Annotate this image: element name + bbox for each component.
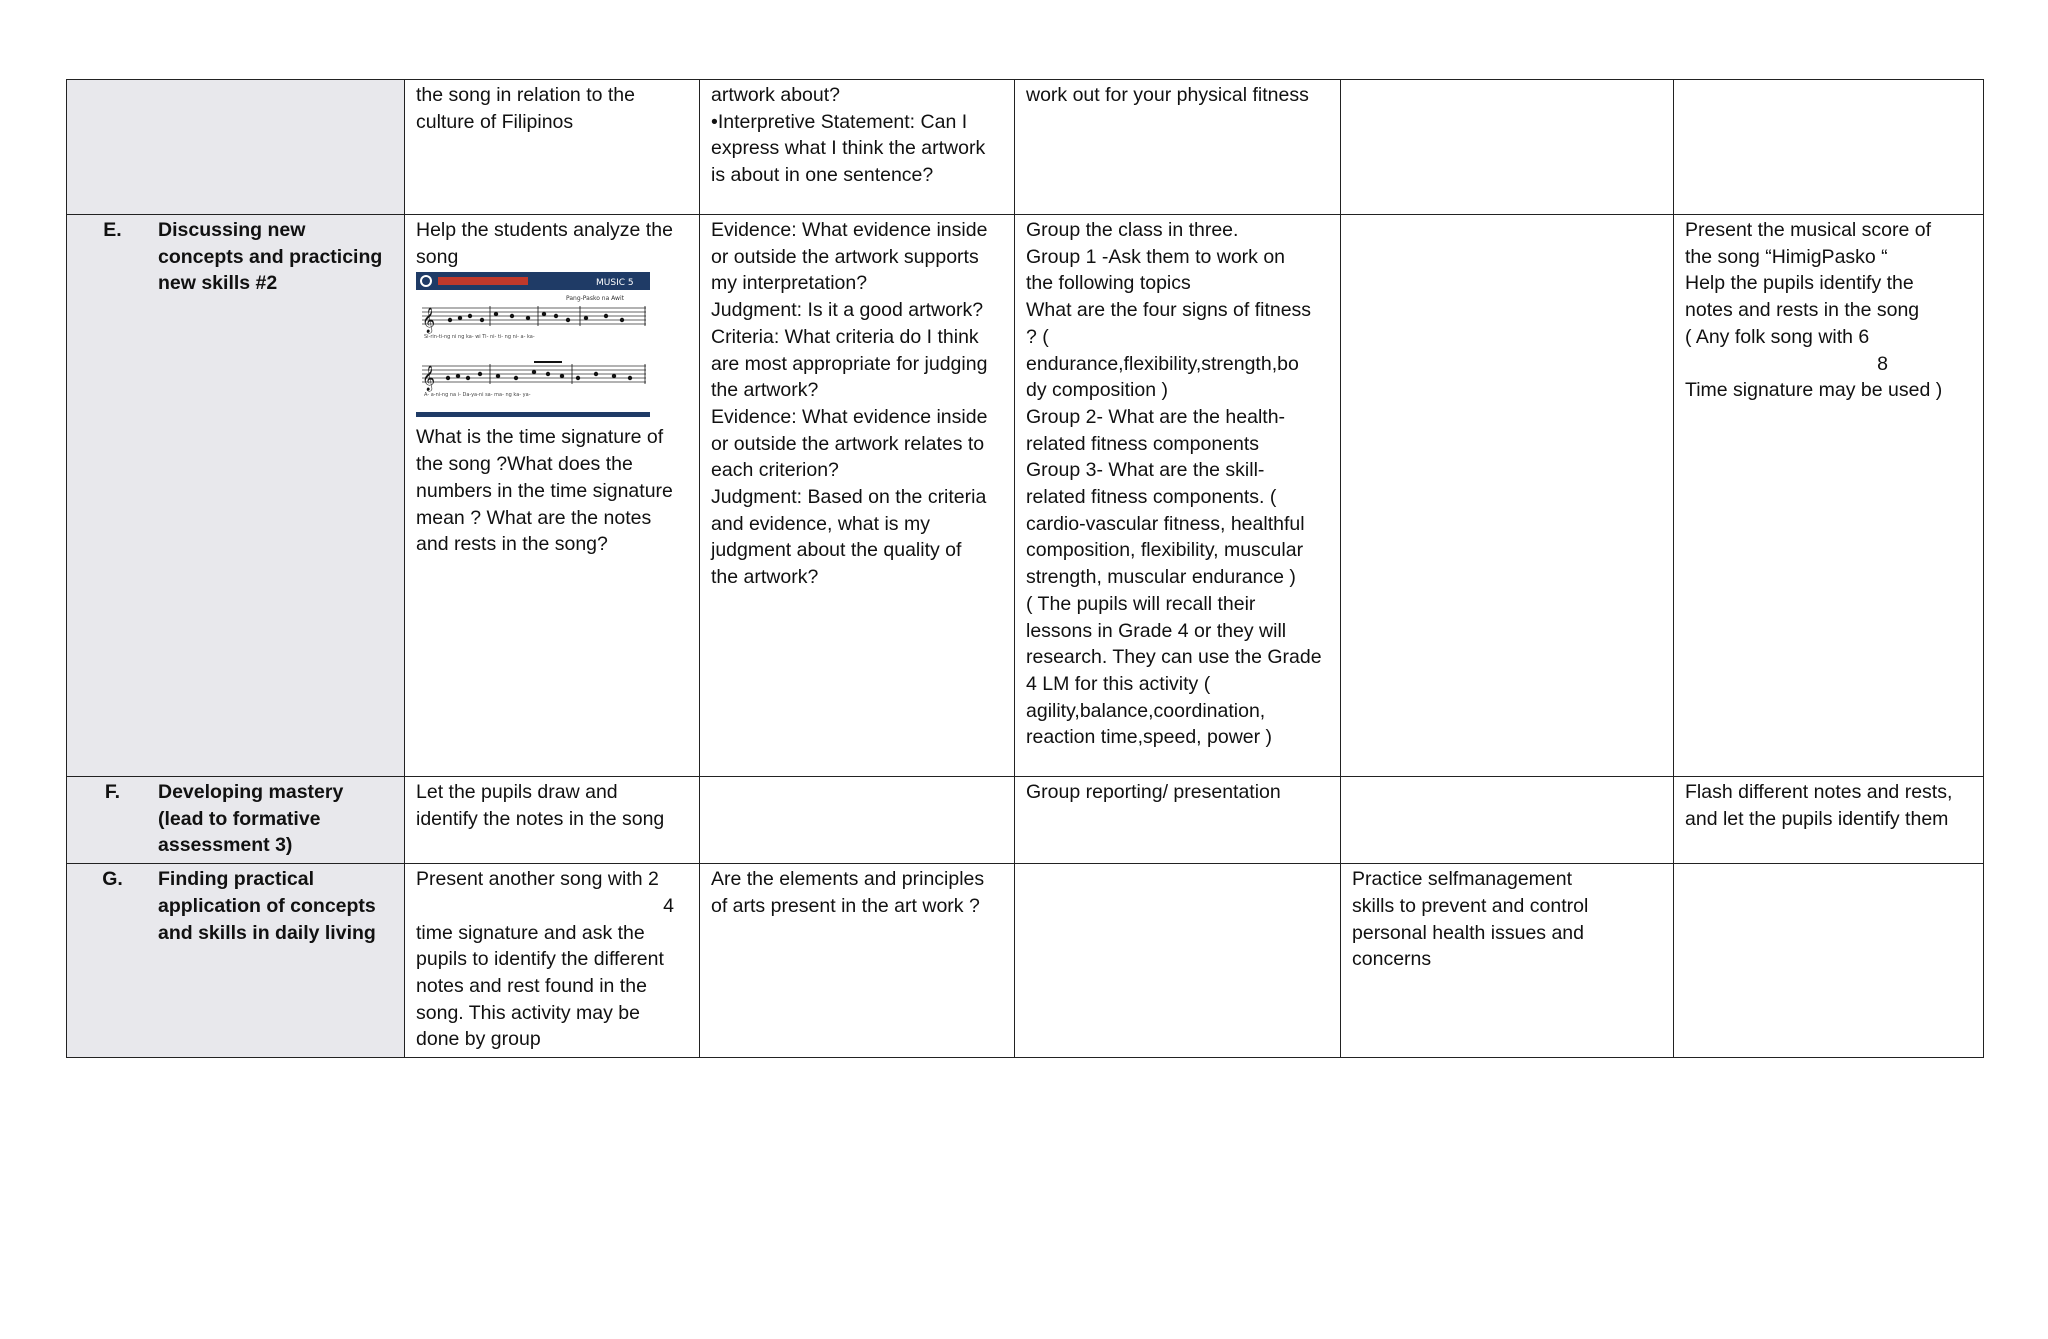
text-line: Criteria: What criteria do I think: [711, 325, 979, 348]
text-line: strength, muscular endurance ): [1026, 566, 1296, 589]
text-line: Time signature may be used ): [1685, 379, 1943, 402]
text-line: the song “HimigPasko “: [1685, 245, 1888, 268]
cell: [1674, 777, 1984, 864]
text-line: pupils to identify the different: [416, 948, 664, 971]
cell: [1015, 80, 1341, 215]
text-line: related fitness components. (: [1026, 486, 1277, 509]
cell: [1341, 215, 1674, 777]
cell: [700, 80, 1015, 215]
cell: [1674, 864, 1984, 1058]
text-line: my interpretation?: [711, 272, 868, 295]
text-line: numbers in the time signature: [416, 479, 673, 502]
text-line: is about in one sentence?: [711, 164, 934, 187]
text-line: personal health issues and: [1352, 921, 1584, 944]
row-label-cell: [67, 864, 405, 1058]
score-caption: Pang-Pasko na Awit: [566, 295, 624, 303]
svg-text:A- a-ni-ng na i- Da-ya: A- a-ni-ng na i- Da-ya-ni sa- ma- ng ka- ya-: [424, 392, 531, 399]
text-line: or outside the artwork relates to: [711, 432, 985, 455]
text-line: skills to prevent and control: [1352, 894, 1589, 917]
text-line: the song in relation to the: [416, 84, 635, 106]
text-line: Let the pupils draw and: [416, 781, 618, 803]
text-line: work out for your physical fitness: [1026, 84, 1309, 106]
text-line: Group the class in three.: [1026, 219, 1239, 241]
lesson-plan-table: [66, 79, 1984, 1058]
text-line: related fitness components: [1026, 432, 1260, 455]
table-row: [67, 777, 1984, 864]
text-line: mean ? What are the notes: [416, 506, 652, 529]
cell: [405, 215, 700, 777]
text-line: culture of Filipinos: [416, 110, 574, 133]
text-line: ( Any folk song with 6: [1685, 325, 1870, 348]
text-line: Judgment: Is it a good artwork?: [711, 299, 984, 322]
text-line: identify the notes in the song: [416, 807, 665, 830]
table-row: [67, 864, 1984, 1058]
cell: [1015, 215, 1341, 777]
cell: [700, 777, 1015, 864]
row-letter: G.: [102, 868, 123, 891]
text-line: the artwork?: [711, 379, 819, 402]
cell: [405, 777, 700, 864]
text-line: What is the time signature of: [416, 426, 664, 449]
cell: [700, 864, 1015, 1058]
text-line: What are the four signs of fitness: [1026, 299, 1312, 322]
music-score-image: [416, 272, 650, 420]
text-line: notes and rest found in the: [416, 974, 647, 997]
text-line: Evidence: What evidence inside: [711, 405, 988, 428]
text-line: or outside the artwork supports: [711, 245, 979, 268]
text-line: of arts present in the art work ?: [711, 894, 980, 917]
row-label: Finding practical application of concepts and skills in daily living: [158, 868, 376, 944]
table-row: [67, 80, 1984, 215]
cell: [1674, 80, 1984, 215]
cell: [405, 80, 700, 215]
text-line: time signature and ask the: [416, 921, 645, 944]
text-line: Group 3- What are the skill-: [1026, 459, 1265, 482]
text-line: cardio-vascular fitness, healthful: [1026, 512, 1305, 535]
text-line: Flash different notes and rests,: [1685, 781, 1953, 803]
time-signature-lower: 8: [1877, 352, 1888, 375]
text-line: Help the students analyze the: [416, 219, 673, 241]
text-line: and evidence, what is my: [711, 512, 930, 535]
text-line: are most appropriate for judging: [711, 352, 988, 375]
text-line: artwork about?: [711, 84, 840, 106]
cell: [1674, 215, 1984, 777]
text-line: and let the pupils identify them: [1685, 807, 1949, 830]
cell: [1341, 864, 1674, 1058]
text-line: each criterion?: [711, 459, 839, 482]
row-letter: F.: [104, 781, 121, 803]
text-line: judgment about the quality of: [711, 539, 962, 562]
cell: [1341, 80, 1674, 215]
text-line: the following topics: [1026, 272, 1191, 295]
text-line: lessons in Grade 4 or they will: [1026, 619, 1287, 642]
text-line: Group 1 -Ask them to work on: [1026, 245, 1286, 268]
text-line: Practice selfmanagement: [1352, 868, 1573, 891]
text-line: Group reporting/ presentation: [1026, 781, 1281, 803]
text-line: the artwork?: [711, 566, 819, 589]
row-label-cell: [67, 215, 405, 777]
cell: [1015, 777, 1341, 864]
row-letter: E.: [103, 219, 122, 241]
text-line: the song ?What does the: [416, 453, 633, 476]
text-line: endurance,flexibility,strength,bo: [1026, 352, 1299, 375]
text-line: express what I think the artwork: [711, 137, 986, 160]
text-line: Group 2- What are the health-: [1026, 405, 1286, 428]
text-line: Help the pupils identify the: [1685, 272, 1914, 295]
cell: [1341, 777, 1674, 864]
text-line: Present the musical score of: [1685, 219, 1932, 241]
text-line: notes and rests in the song: [1685, 299, 1920, 322]
row-label: Discussing new concepts and practicing new skills #2: [158, 219, 383, 295]
text-line: done by group: [416, 1028, 541, 1051]
text-line: song: [416, 245, 459, 268]
svg-text:Si-rin-ti-ng ni ng ka- wi: Si-rin-ti-ng ni ng ka- wi Ti- ni- ti- ng ni- a- ka-: [424, 334, 535, 341]
text-line: Present another song with 2: [416, 868, 659, 891]
text-line: 4 LM for this activity (: [1026, 672, 1211, 695]
text-line: and rests in the song?: [416, 533, 608, 556]
time-signature-lower: 4: [663, 894, 674, 917]
text-line: composition, flexibility, muscular: [1026, 539, 1304, 562]
row-label: Developing mastery (lead to formative assessment 3): [158, 781, 344, 857]
text-line: reaction time,speed, power ): [1026, 726, 1273, 749]
text-line: Judgment: Based on the criteria: [711, 486, 987, 509]
table-row: [67, 215, 1984, 777]
cell: [405, 864, 700, 1058]
row-label-cell: [67, 777, 405, 864]
svg-text:𝄞: 𝄞: [422, 366, 436, 392]
text-line: Evidence: What evidence inside: [711, 219, 988, 241]
text-line: Are the elements and principles: [711, 868, 985, 891]
text-line: dy composition ): [1026, 379, 1168, 402]
row-label-cell: [67, 80, 405, 215]
cell: [700, 215, 1015, 777]
text-line: agility,balance,coordination,: [1026, 699, 1266, 722]
text-line: song. This activity may be: [416, 1001, 640, 1024]
text-line: ? (: [1026, 325, 1049, 348]
text-line: ( The pupils will recall their: [1026, 592, 1256, 615]
svg-text:𝄞: 𝄞: [422, 308, 436, 334]
text-line: concerns: [1352, 948, 1432, 971]
score-header-text: MUSIC 5: [596, 278, 634, 289]
cell: [1015, 864, 1341, 1058]
text-line: •Interpretive Statement: Can I: [711, 110, 968, 133]
text-line: research. They can use the Grade: [1026, 646, 1322, 669]
